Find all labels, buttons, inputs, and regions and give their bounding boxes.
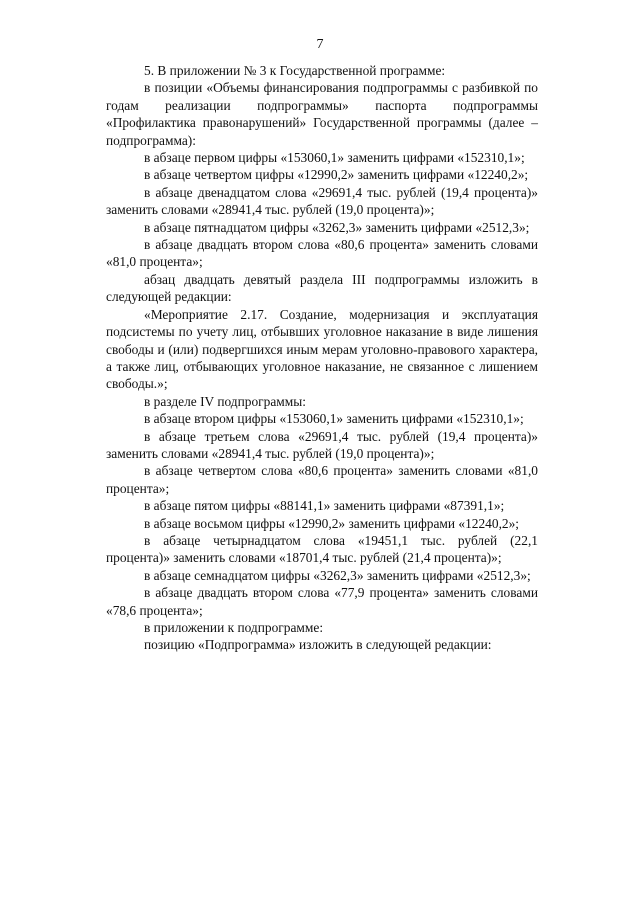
paragraph-item: в абзаце пятнадцатом цифры «3262,3» заменить цифрами «2512,3»;: [144, 219, 530, 235]
paragraph-item: в абзаце семнадцатом цифры «3262,3» заменить цифрами «2512,3»;: [144, 567, 531, 583]
paragraph-item: в абзаце первом цифры «153060,1» заменить цифрами «152310,1»;: [144, 150, 525, 166]
paragraph-item: в абзаце двадцать втором слова «77,9 процента» заменить словами «78,6 процента»;: [106, 585, 538, 618]
paragraph-item: в абзаце четвертом цифры «12990,2» заменить цифрами «12240,2»;: [144, 167, 529, 183]
paragraph-item: в позиции «Объемы финансирования подпрограммы с разбивкой по годам реализации подпрограммы» паспорта подпрограммы «Профилактика правонарушений» Государственной программы (далее – подпрограмма):: [106, 80, 538, 148]
paragraph-item: в абзаце четырнадцатом слова «19451,1 тыс. рублей (22,1 процента)» заменить словами «18701,4 тыс. рублей (21,4 процента)»;: [106, 532, 538, 566]
paragraph-item: в абзаце третьем слова «29691,4 тыс. рублей (19,4 процента)» заменить словами «28941,4 тыс. рублей (19,0 процента)»;: [106, 428, 538, 461]
paragraph-item: в абзаце втором цифры «153060,1» заменить цифрами «152310,1»;: [144, 411, 524, 427]
document-body: [106, 62, 538, 654]
paragraph-item: в абзаце четвертом слова «80,6 процента» заменить словами «81,0 процента»;: [106, 463, 538, 496]
paragraph-item-quote: «Мероприятие 2.17. Создание, модернизация и эксплуатация подсистемы по учету лиц, отбывших уголовное наказание в виде лишения свободы и (или) подвергшихся иным мерам уголовно-правового характера, а также лиц, отбывающих уголовное наказание, не связанное с лишением свободы.»;: [106, 306, 538, 392]
paragraph-item: в разделе IV подпрограммы:: [144, 393, 306, 409]
page-number: 7: [316, 37, 324, 52]
paragraph-item: в абзаце двенадцатом слова «29691,4 тыс. рублей (19,4 процента)» заменить словами «28941,4 тыс. рублей (19,0 процента)»;: [106, 184, 538, 218]
paragraph-item: позицию «Подпрограмма» изложить в следующей редакции:: [144, 637, 492, 653]
paragraph-item: в абзаце пятом цифры «88141,1» заменить цифрами «87391,1»;: [144, 498, 505, 514]
paragraph-item: в абзаце восьмом цифры «12990,2» заменить цифрами «12240,2»;: [144, 515, 520, 531]
paragraph-item: в приложении к подпрограмме:: [144, 620, 324, 635]
paragraph-item-heading: 5. В приложении № 3 к Государственной программе:: [144, 63, 446, 78]
paragraph-item: абзац двадцать девятый раздела III подпрограммы изложить в следующей редакции:: [106, 271, 538, 305]
paragraph-item: в абзаце двадцать втором слова «80,6 процента» заменить словами «81,0 процента»;: [106, 237, 538, 270]
